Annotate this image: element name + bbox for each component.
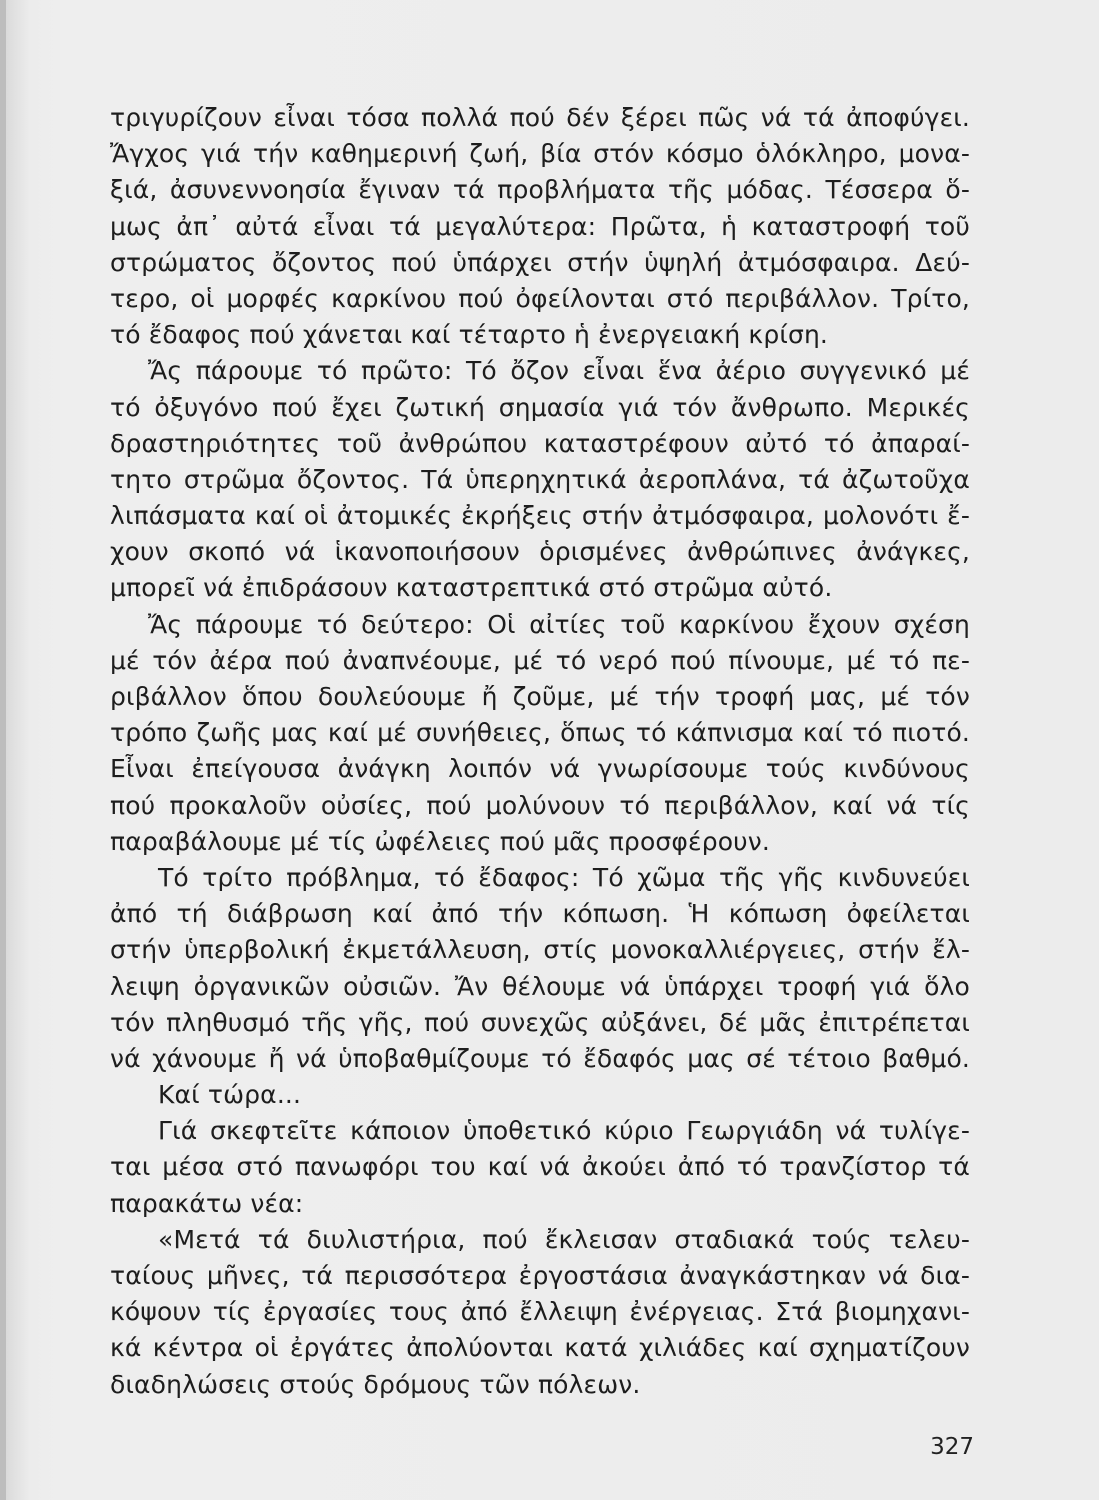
text-line-32: «Μετά τά διυλιστήρια, πού ἔκλεισαν σταδιακά τούς τελευ-: [158, 1224, 970, 1254]
text-line-6: τερο, οἱ μορφές καρκίνου πού ὀφείλονται στό περιβάλλον. Τρίτο,: [110, 283, 970, 313]
text-line-19: Εἶναι ἐπείγουσα ἀνάγκη λοιπόν νά γνωρίσουμε τούς κινδύνους: [110, 754, 970, 784]
text-line-14: μπορεῖ νά ἐπιδράσουν καταστρεπτικά στό στρῶμα αὐτό.: [110, 573, 833, 603]
text-line-4: μως ἀπ᾽ αὐτά εἶναι τά μεγαλύτερα: Πρῶτα, ἡ καταστροφή τοῦ: [110, 211, 970, 241]
text-line-10: δραστηριότητες τοῦ ἀνθρώπου καταστρέφουν αὐτό τό ἀπαραί-: [110, 428, 970, 458]
text-line-18: τρόπο ζωῆς μας καί μέ συνήθειες, ὅπως τό κάπνισμα καί τό πιοτό.: [110, 718, 970, 748]
text-line-17: ριβάλλον ὅπου δουλεύουμε ἤ ζοῦμε, μέ τήν τροφή μας, μέ τόν: [110, 682, 970, 711]
page-number: 327: [930, 1434, 974, 1460]
text-line-7: τό ἔδαφος πού χάνεται καί τέταρτο ἡ ἐνεργειακή κρίση.: [110, 320, 829, 350]
text-line-26: τόν πληθυσμό τῆς γῆς, πού συνεχῶς αὐξάνει, δέ μᾶς ἐπιτρέπεται: [110, 1007, 970, 1037]
text-line-35: κά κέντρα οἱ ἐργάτες ἀπολύονται κατά χιλιάδες καί σχηματίζουν: [110, 1333, 970, 1363]
text-line-36: διαδηλώσεις στούς δρόμους τῶν πόλεων.: [110, 1369, 641, 1399]
text-line-33: ταίους μῆνες, τά περισσότερα ἐργοστάσια ἀναγκάστηκαν νά δια-: [110, 1261, 970, 1290]
text-line-28: Καί τώρα...: [158, 1080, 302, 1110]
text-line-20: πού προκαλοῦν οὐσίες, πού μολύνουν τό περιβάλλον, καί νά τίς: [110, 790, 970, 820]
text-line-24: στήν ὑπερβολική ἐκμετάλλευση, στίς μονοκαλλιέργειες, στήν ἔλ-: [110, 935, 970, 965]
text-line-23: ἀπό τή διάβρωση καί ἀπό τήν κόπωση. Ἡ κόπωση ὀφείλεται: [110, 899, 970, 929]
text-line-22: Τό τρίτο πρόβλημα, τό ἔδαφος: Τό χῶμα τῆς γῆς κινδυνεύει: [158, 862, 970, 892]
text-line-3: ξιά, ἀσυνεννοησία ἔγιναν τά προβλήματα τῆς μόδας. Τέσσερα ὅ-: [110, 175, 970, 205]
text-line-12: λιπάσματα καί οἱ ἀτομικές ἐκρήξεις στήν ἀτμόσφαιρα, μολονότι ἔ-: [110, 501, 970, 531]
text-line-16: μέ τόν ἀέρα πού ἀναπνέουμε, μέ τό νερό πού πίνουμε, μέ τό πε-: [110, 645, 970, 675]
text-line-2: Ἄγχος γιά τήν καθημερινή ζωή, βία στόν κόσμο ὁλόκληρο, μονα-: [110, 139, 970, 169]
text-line-31: παρακάτω νέα:: [110, 1188, 304, 1218]
text-line-11: τητο στρῶμα ὄζοντος. Τά ὑπερηχητικά ἀεροπλάνα, τά ἀζωτοῦχα: [110, 464, 970, 494]
text-line-9: τό ὀξυγόνο πού ἔχει ζωτική σημασία γιά τόν ἄνθρωπο. Μερικές: [110, 392, 970, 422]
body-text: [110, 100, 970, 1403]
text-line-13: χουν σκοπό νά ἱκανοποιήσουν ὁρισμένες ἀνθρώπινες ἀνάγκες,: [110, 537, 970, 567]
text-line-15: Ἄς πάρουμε τό δεύτερο: Οἱ αἰτίες τοῦ καρκίνου ἔχουν σχέση: [148, 609, 970, 639]
text-line-1: τριγυρίζουν εἶναι τόσα πολλά πού δέν ξέρει πῶς νά τά ἀποφύγει.: [110, 103, 970, 132]
text-line-21: παραβάλουμε μέ τίς ὠφέλειες πού μᾶς προσφέρουν.: [110, 826, 770, 856]
text-line-29: Γιά σκεφτεῖτε κάποιον ὑποθετικό κύριο Γεωργιάδη νά τυλίγε-: [158, 1116, 970, 1146]
text-line-34: κόψουν τίς ἐργασίες τους ἀπό ἔλλειψη ἐνέργειας. Στά βιομηχανι-: [110, 1297, 970, 1327]
text-line-25: λειψη ὀργανικῶν οὐσιῶν. Ἄν θέλουμε νά ὑπάρχει τροφή γιά ὅλο: [110, 971, 970, 1001]
text-line-5: στρώματος ὄζοντος πού ὑπάρχει στήν ὑψηλή ἀτμόσφαιρα. Δεύ-: [110, 247, 970, 277]
text-line-8: Ἄς πάρουμε τό πρῶτο: Τό ὄζον εἶναι ἕνα ἀέριο συγγενικό μέ: [148, 356, 970, 386]
page-spine-shadow: [0, 0, 6, 1500]
text-line-30: ται μέσα στό πανωφόρι του καί νά ἀκούει ἀπό τό τρανζίστορ τά: [110, 1152, 970, 1182]
text-line-27: νά χάνουμε ἤ νά ὑποβαθμίζουμε τό ἔδαφός μας σέ τέτοιο βαθμό.: [110, 1043, 970, 1073]
